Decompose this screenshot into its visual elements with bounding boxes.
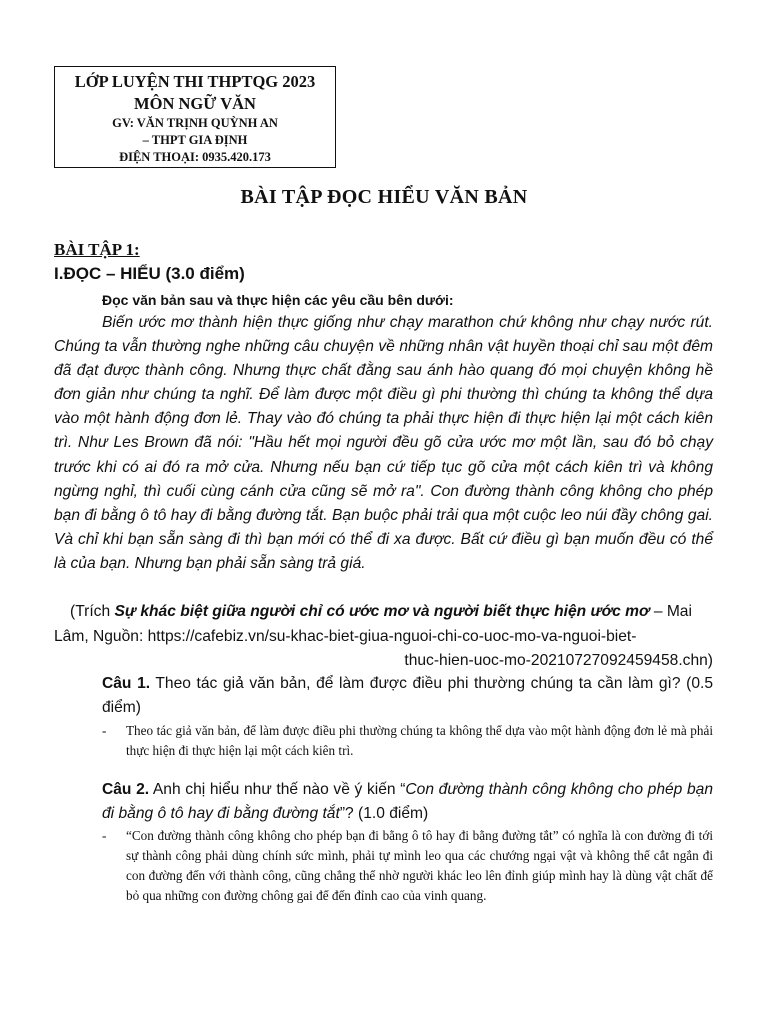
question-2-label: Câu 2. — [102, 781, 150, 798]
instruction-text: Đọc văn bản sau và thực hiện các yêu cầu bên dưới: — [102, 292, 454, 308]
question-2-quote: Con đường thành công không cho phép bạn đi bằng ô tô hay đi bằng đường tắt — [102, 781, 713, 822]
reading-passage: Biến ước mơ thành hiện thực giống như chạy marathon chứ không như chạy nước rút. Chúng ta vẫn thường nghe những câu chuyện về những nhân vật huyền thoại chỉ sau một đêm đã đạt được thành công. Nhưng thực chất đằng sau ánh hào quang đó mọi chuyện không hề đơn giản như chúng ta nghĩ. Để làm được một điều gì phi thường thì chúng ta không thể dựa vào một hành động đơn lẻ. Thay vào đó chúng ta phải thực hiện đi thực hiện lại một cách kiên trì. Như Les Brown đã nói: "Hầu hết mọi người đều gõ cửa ước mơ một lần, sau đó bỏ chạy trước khi có ai đó ra mở cửa. Nhưng nếu bạn cứ tiếp tục gõ cửa một cách kiên trì và không ngừng nghỉ, thì cuối cùng cánh cửa cũng sẽ mở ra". Con đường thành công không cho phép bạn đi bằng ô tô hay đi bằng đường tắt. Bạn buộc phải trải qua một cuộc leo núi đầy chông gai. Và chỉ khi bạn sẵn sàng đi thì bạn mới có thể đi xa được. Bất cứ điều gì bạn muốn đều có thể là của bạn. Nhưng bạn phải sẵn sàng trả giá. — [54, 314, 713, 572]
question-2 — [54, 778, 713, 826]
section-label: I.ĐỌC – HIỂU (3.0 điểm) — [54, 264, 245, 283]
source-line-3: thuc-hien-uoc-mo-20210727092459458.chn) — [404, 652, 713, 669]
source-citation — [54, 600, 713, 674]
question-1-text: Theo tác giả văn bản, để làm được điều phi thường chúng ta cần làm gì? (0.5 điểm) — [102, 675, 713, 716]
teacher-name: GV: VĂN TRỊNH QUỲNH AN — [112, 116, 278, 130]
answer-1-bullet: - — [102, 723, 107, 738]
answer-2-bullet: - — [102, 828, 107, 843]
exercise-label: BÀI TẬP 1: — [54, 240, 140, 259]
answer-1 — [102, 721, 713, 761]
school-name: – THPT GIA ĐỊNH — [142, 133, 248, 147]
document-title: BÀI TẬP ĐỌC HIỂU VĂN BẢN — [240, 186, 528, 208]
question-2-text-before: Anh chị hiểu như thế nào về ý kiến “ — [149, 781, 406, 798]
phone-number: ĐIỆN THOẠI: 0935.420.173 — [119, 150, 271, 164]
source-work-title: Sự khác biệt giữa người chỉ có ước mơ và người biết thực hiện ước mơ — [114, 603, 650, 620]
answer-2 — [102, 826, 713, 906]
source-line-2: Lâm, Nguồn: https://cafebiz.vn/su-khac-biet-giua-nguoi-chi-co-uoc-mo-va-nguoi-biet- — [54, 627, 637, 645]
source-author: – Mai — [649, 603, 692, 620]
answer-1-text: Theo tác giả văn bản, để làm được điều phi thường chúng ta không thể dựa vào một hành động đơn lẻ mà phải thực hiện đi thực hiện lại một cách kiên trì. — [126, 723, 713, 758]
class-title: LỚP LUYỆN THI THPTQG 2023 — [74, 72, 316, 91]
question-1 — [54, 672, 713, 720]
source-prefix: (Trích — [70, 603, 115, 620]
answer-2-text: “Con đường thành công không cho phép bạn đi bằng ô tô hay đi bằng đường tắt” có nghĩa là con đường đi tới sự thành công phải dùng chính sức mình, phải tự mình leo qua các chướng ngại vật và không thể cắt ngắn đi con đường đến với thành công, cũng chẳng thể nhờ người khác leo lên đỉnh giúp mình hay là dùng vật chất để bỏ qua những con đường chông gai để đến đỉnh cao của vinh quang. — [126, 828, 713, 903]
subject-title: MÔN NGỮ VĂN — [134, 94, 256, 113]
source-line-1 — [54, 600, 713, 625]
header-box — [54, 66, 336, 168]
question-1-label: Câu 1. — [102, 675, 151, 692]
question-2-text-after: ”? (1.0 điểm) — [339, 805, 429, 822]
